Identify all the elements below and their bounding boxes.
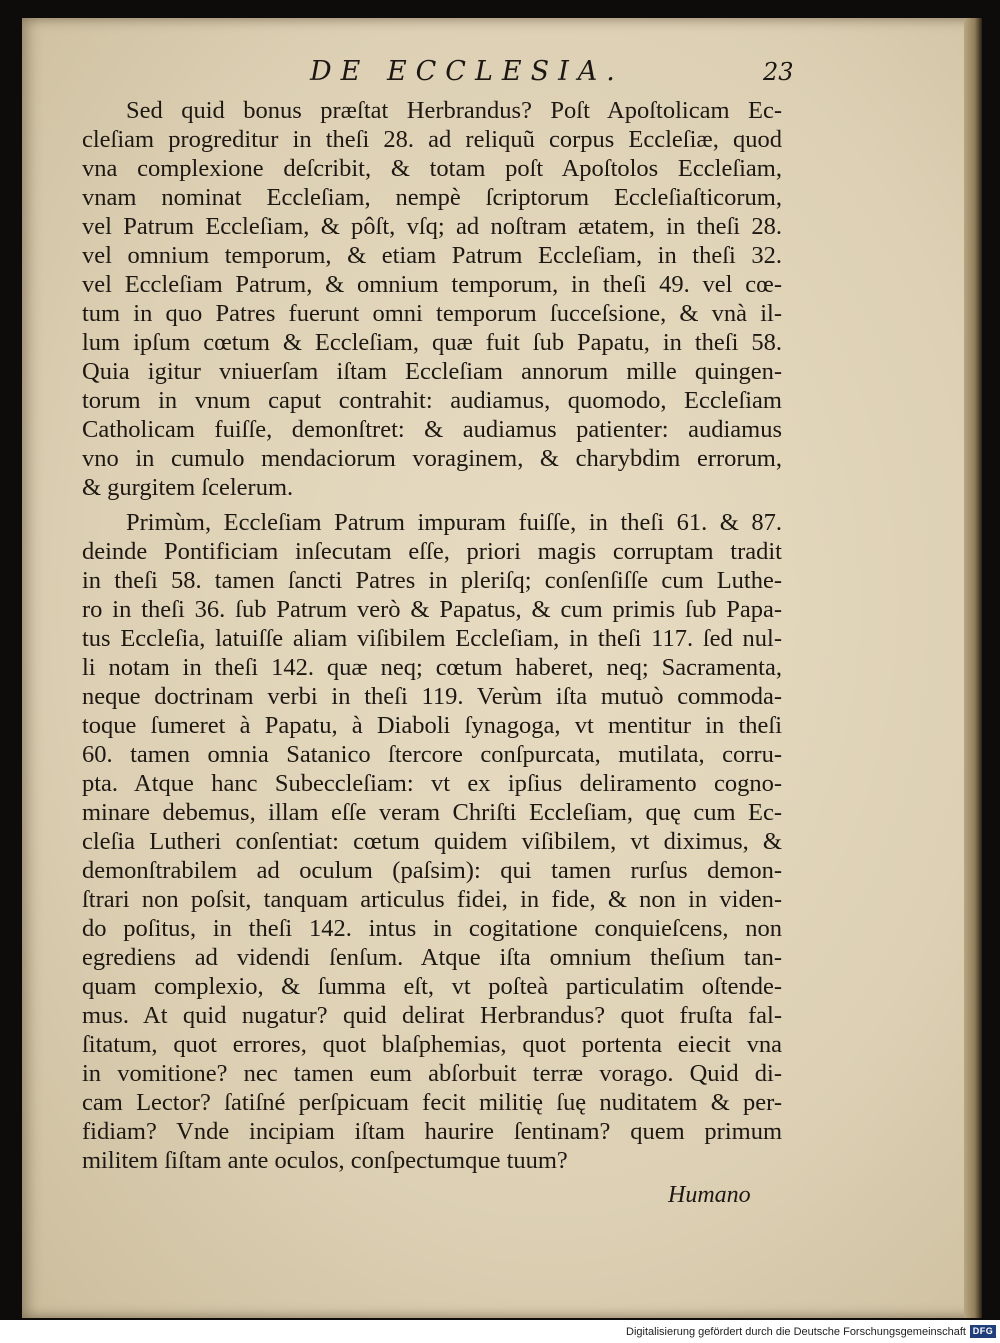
text-line: Primùm, Eccleſiam Patrum impuram fuiſſe, in theſi 61. & 87.: [126, 509, 782, 536]
text-line: Catholicam fuiſſe, demonſtret: & audiamus patienter: audiamus: [82, 416, 782, 443]
text-line: in theſi 58. tamen ſancti Patres in pleriſq; conſenſiſſe cum Luthe-: [82, 567, 782, 594]
page-number: 23: [763, 58, 794, 86]
text-line: Quia igitur vniuerſam iſtam Eccleſiam annorum mille quingen-: [82, 358, 782, 385]
text-line: fidiam? Vnde incipiam iſtam haurire ſentinam? quem primum: [82, 1118, 782, 1145]
text-line: 60. tamen omnia Satanico ſtercore conſpurcata, mutilata, corru-: [82, 741, 782, 768]
text-line: deinde Pontificiam inſecutam eſſe, priori magis corruptam tradit: [82, 538, 782, 565]
text-line: militem ſiſtam ante oculos, conſpectumque tuum?: [82, 1147, 568, 1174]
text-line: neque doctrinam verbi in theſi 119. Verùm iſta mutuò commoda-: [82, 683, 782, 710]
text-line: lum ipſum cœtum & Eccleſiam, quæ fuit ſub Papatu, in theſi 58.: [82, 329, 782, 356]
text-line: mus. At quid nugatur? quid delirat Herbrandus? quot fruſta fal-: [82, 1002, 782, 1029]
running-head: DE ECCLESIA.: [310, 56, 624, 87]
text-line: vno in cumulo mendaciorum voraginem, & charybdim errorum,: [82, 445, 782, 472]
text-line: egrediens ad videndi ſenſum. Atque iſta omnium theſium tan-: [82, 944, 782, 971]
page-edge-shadow: [964, 18, 982, 1318]
text-line: li notam in theſi 142. quæ neq; cœtum haberet, neq; Sacramenta,: [82, 654, 782, 681]
text-line: demonſtrabilem ad oculum (paſsim): qui tamen rurſus demon-: [82, 857, 782, 884]
text-line: minare debemus, illam eſſe veram Chriſti Eccleſiam, quę cum Ec-: [82, 799, 782, 826]
text-line: vnam nominat Eccleſiam, nempè ſcriptorum Eccleſiaſticorum,: [82, 184, 782, 211]
text-line: vel Patrum Eccleſiam, & pôſt, vſq; ad noſtram ætatem, in theſi 28.: [82, 213, 782, 240]
text-line: tum in quo Patres fuerunt omni temporum ſucceſsione, & vnà il-: [82, 300, 782, 327]
text-line: cleſia Lutheri conſentiat: cœtum quidem viſibilem, vt diximus, &: [82, 828, 782, 855]
text-line: & gurgitem ſcelerum.: [82, 474, 294, 501]
text-line: do poſitus, in theſi 142. intus in cogitatione conquieſcens, non: [82, 915, 782, 942]
paragraph-2: [82, 508, 782, 1175]
text-line: vna complexione deſcribit, & totam poſt Apoſtolos Eccleſiam,: [82, 155, 782, 182]
text-line: vel omnium temporum, & etiam Patrum Eccleſiam, in theſi 32.: [82, 242, 782, 269]
text-line: toque ſumeret à Papatu, à Diaboli ſynagoga, vt mentitur in theſi: [82, 712, 782, 739]
text-line: ſitatum, quot errores, quot blaſphemias, quot portenta eiecit vna: [82, 1031, 782, 1058]
main-text: [82, 96, 782, 1175]
catchword: Humano: [668, 1182, 751, 1208]
funding-credit: Digitalisierung gefördert durch die Deutsche Forschungsgemeinschaft: [626, 1326, 966, 1338]
text-line: vel Eccleſiam Patrum, & omnium temporum, in theſi 49. vel cœ-: [82, 271, 782, 298]
paragraph-1: [82, 96, 782, 502]
text-line: quam complexio, & ſumma eſt, vt poſteà particulatim oſtende-: [82, 973, 782, 1000]
text-line: Sed quid bonus præſtat Herbrandus? Poſt Apoſtolicam Ec-: [126, 97, 782, 124]
text-line: pta. Atque hanc Subeccleſiam: vt ex ipſius deliramento cogno-: [82, 770, 782, 797]
text-line: cleſiam progreditur in theſi 28. ad reliquũ corpus Eccleſiæ, quod: [82, 126, 782, 153]
text-line: in vomitione? nec tamen eum abſorbuit terræ vorago. Quid di-: [82, 1060, 782, 1087]
text-line: ſtrari non poſsit, tanquam articulus fidei, in fide, & non in viden-: [82, 886, 782, 913]
text-line: cam Lector? ſatiſné perſpicuam fecit militię ſuę nuditatem & per-: [82, 1089, 782, 1116]
text-line: ro in theſi 36. ſub Patrum verò & Papatus, & cum primis ſub Papa-: [82, 596, 782, 623]
dfg-logo: DFG: [970, 1325, 996, 1338]
text-line: tus Eccleſia, latuiſſe aliam viſibilem Eccleſiam, in theſi 117. ſed nul-: [82, 625, 782, 652]
text-line: torum in vnum caput contrahit: audiamus, quomodo, Eccleſiam: [82, 387, 782, 414]
